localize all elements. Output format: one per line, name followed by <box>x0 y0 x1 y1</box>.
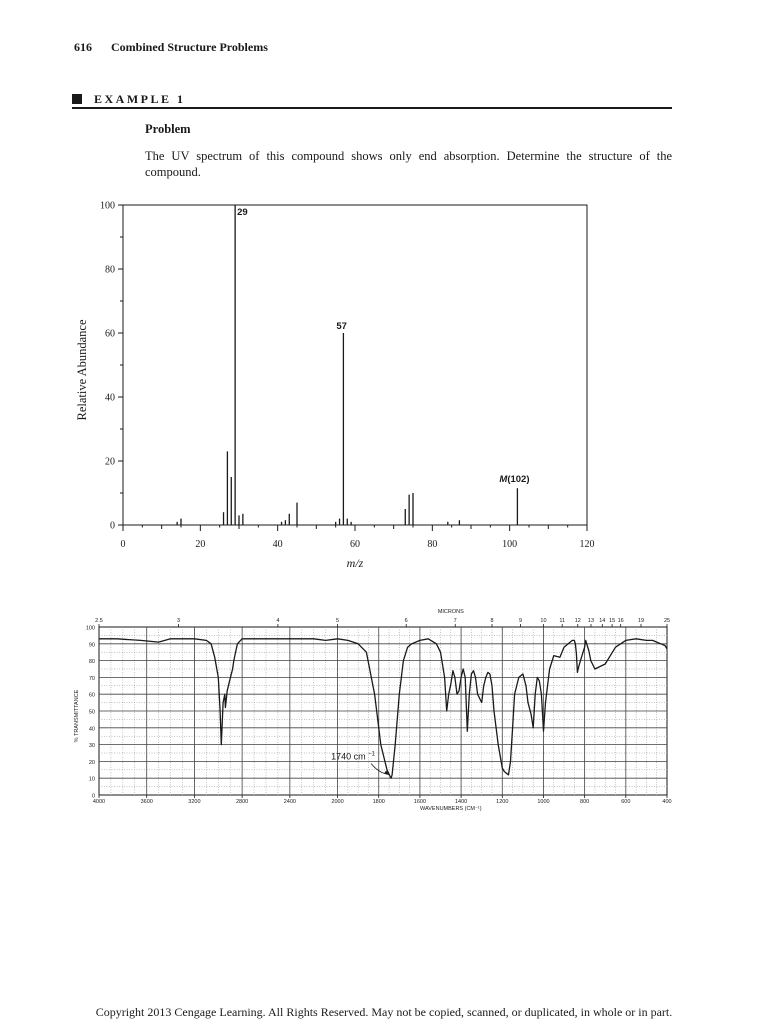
running-title: Combined Structure Problems <box>111 40 268 54</box>
ms-peak-label: 29 <box>237 207 248 218</box>
ir-y-tick-label: 40 <box>88 726 95 733</box>
ir-y-tick-label: 100 <box>85 625 95 632</box>
ms-y-tick-label: 20 <box>105 456 115 468</box>
ir-x-tick-label: 1600 <box>413 799 427 805</box>
ms-y-tick-label: 40 <box>105 392 115 404</box>
ir-x-tick-label: 600 <box>621 799 631 805</box>
ms-x-tick-label: 60 <box>350 539 360 550</box>
ms-y-axis-title: Relative Abundance <box>75 319 89 421</box>
ir-y-tick-label: 30 <box>88 743 95 750</box>
ir-x-tick-label: 1800 <box>372 799 385 805</box>
ir-micron-tick-label: 5 <box>336 618 340 624</box>
ms-molecular-ion-label: M(102) <box>499 474 530 486</box>
ir-top-axis-title: MICRONS <box>437 609 464 615</box>
ir-micron-tick-label: 9 <box>519 618 523 624</box>
example-heading-text: EXAMPLE 1 <box>94 92 186 106</box>
ms-peak-label: 57 <box>336 321 347 332</box>
ir-micron-tick-label: 25 <box>663 618 671 624</box>
ir-micron-tick-label: 2.5 <box>95 618 103 624</box>
mass-spectrum-chart <box>75 201 595 571</box>
ms-y-tick-label: 0 <box>110 520 115 532</box>
ir-micron-tick-label: 4 <box>276 618 280 624</box>
ir-x-tick-label: 2800 <box>236 799 249 805</box>
ms-y-tick-label: 100 <box>100 200 115 212</box>
ir-x-axis-title: WAVENUMBERS (CM⁻¹) <box>420 806 482 812</box>
ir-micron-tick-label: 14 <box>599 618 606 624</box>
ir-micron-tick-label: 6 <box>404 618 408 624</box>
ir-x-tick-label: 3600 <box>140 799 153 805</box>
ir-micron-tick-label: 8 <box>490 618 494 624</box>
ir-x-tick-label: 1200 <box>496 799 509 805</box>
copyright-footer: Copyright 2013 Cengage Learning. All Rights Reserved. May not be copied, scanned, or duplicated, in whole or in part. <box>95 1005 673 1019</box>
ms-x-tick-label: 40 <box>272 539 283 550</box>
ir-x-tick-label: 1000 <box>537 799 550 805</box>
ir-peak-annotation-label: 1740 cm $^{-1}$ <box>331 751 375 762</box>
ir-x-tick-label: 3200 <box>188 799 201 805</box>
ir-y-tick-label: 10 <box>88 776 95 783</box>
ir-y-tick-label: 80 <box>88 659 95 666</box>
ir-micron-tick-label: 7 <box>453 618 457 624</box>
problem-text: The UV spectrum of this compound shows only end absorption. Determine the structure of the compound. <box>145 149 672 179</box>
ir-x-tick-label: 4000 <box>92 799 106 805</box>
ir-x-tick-label: 2000 <box>331 799 344 805</box>
ir-micron-tick-label: 19 <box>637 618 645 624</box>
ms-x-tick-label: 100 <box>502 539 518 550</box>
ir-micron-tick-label: 10 <box>540 618 547 624</box>
ms-x-tick-label: 0 <box>120 539 126 550</box>
ir-y-axis-title: % TRANSMITTANCE <box>74 689 80 743</box>
ir-micron-tick-label: 13 <box>587 618 595 624</box>
ms-x-tick-label: 80 <box>427 539 438 550</box>
ir-y-tick-label: 20 <box>88 759 95 766</box>
ms-x-tick-label: 120 <box>579 539 595 550</box>
ir-micron-tick-label: 16 <box>617 618 624 624</box>
problem-title: Problem <box>145 122 191 136</box>
ir-spectrum-chart <box>74 609 672 812</box>
ir-x-tick-label: 1400 <box>454 799 468 805</box>
ir-micron-tick-label: 12 <box>574 618 581 624</box>
ir-micron-tick-label: 3 <box>176 618 181 624</box>
ms-x-axis-title: m/z <box>346 556 364 570</box>
page-number: 616 <box>74 40 92 54</box>
ir-x-tick-label: 400 <box>662 799 672 805</box>
ir-x-tick-label: 2400 <box>283 799 296 805</box>
ir-y-tick-label: 60 <box>88 692 95 699</box>
ir-y-tick-label: 70 <box>88 675 95 682</box>
ms-x-tick-label: 20 <box>195 539 206 550</box>
ir-micron-tick-label: 15 <box>609 618 616 624</box>
ms-y-tick-label: 60 <box>105 328 115 340</box>
ir-y-tick-label: 0 <box>91 793 95 800</box>
ir-y-tick-label: 90 <box>88 642 95 649</box>
ms-y-tick-label: 80 <box>105 264 115 276</box>
ir-y-tick-label: 50 <box>88 709 95 716</box>
ir-x-tick-label: 800 <box>580 799 590 805</box>
ir-micron-tick-label: 11 <box>559 618 566 624</box>
